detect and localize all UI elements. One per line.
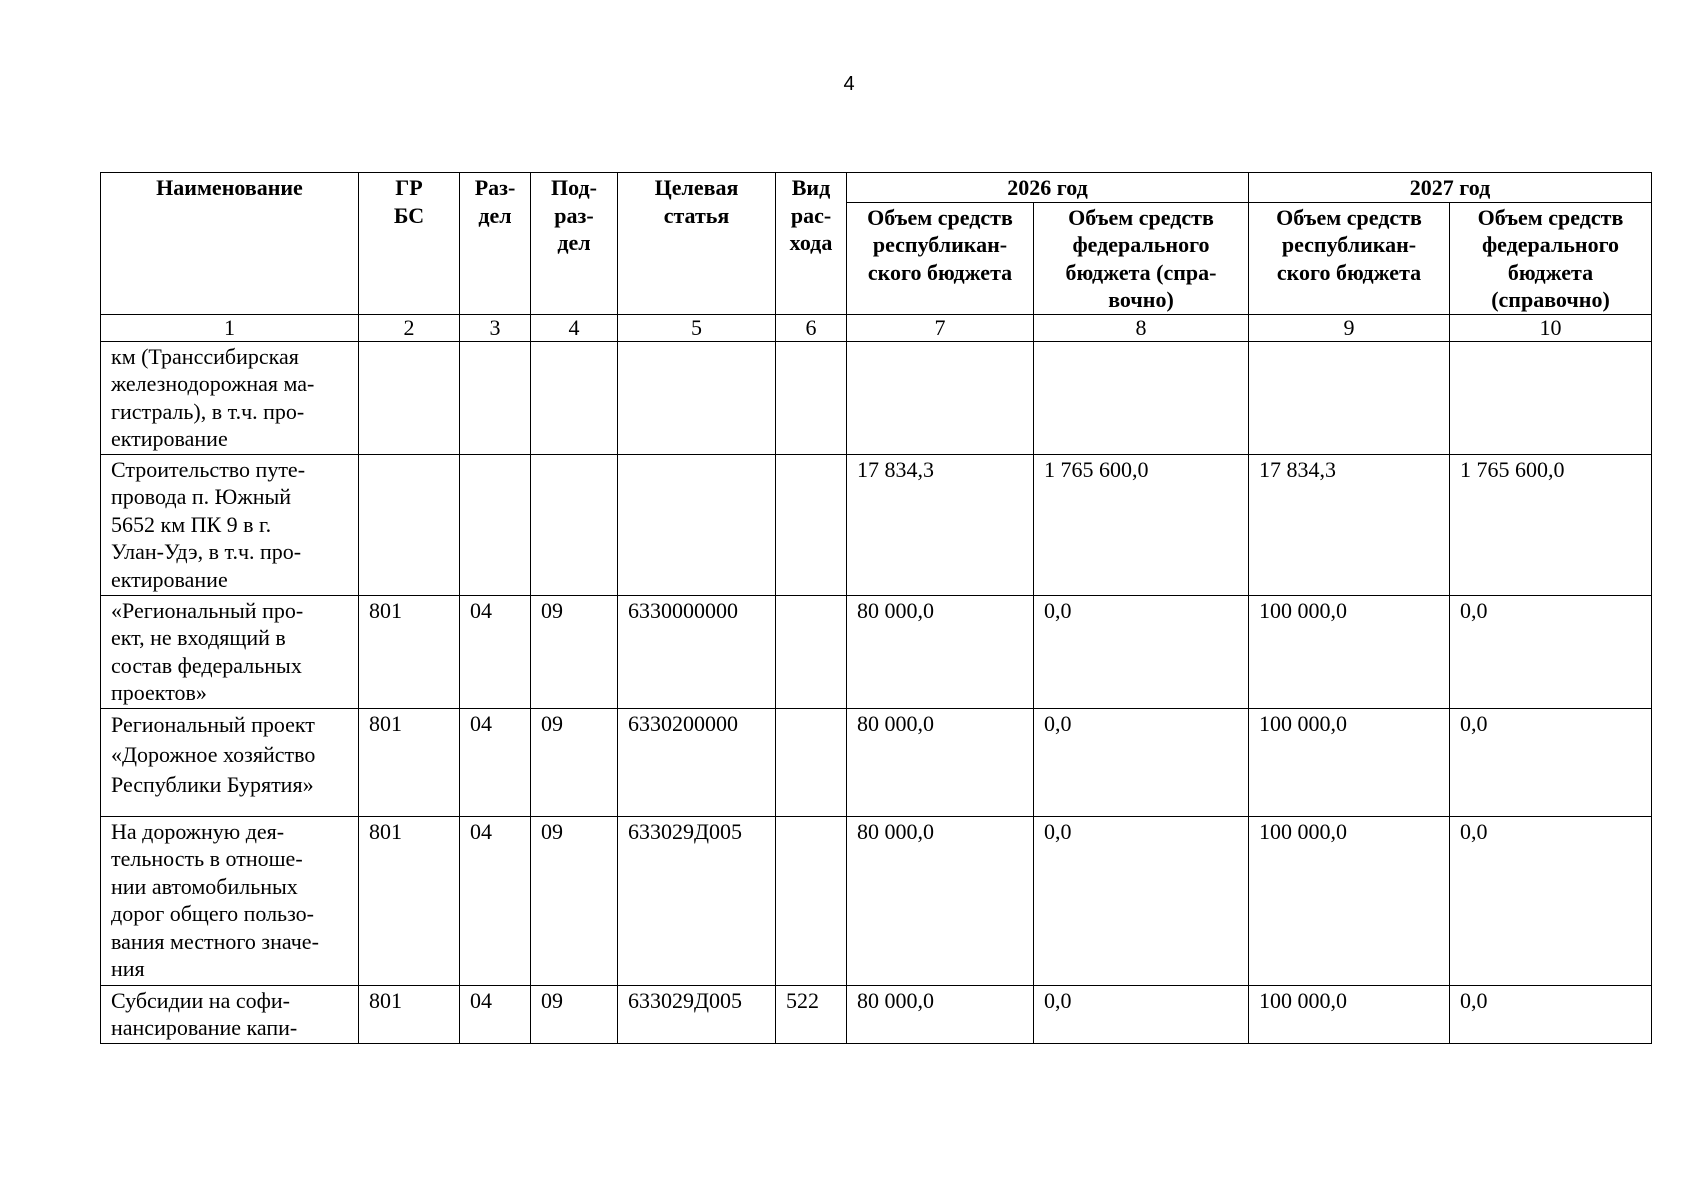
- header-grbs: ГР БС: [359, 173, 460, 315]
- row-rep-2026: 80 000,0: [847, 816, 1034, 985]
- table-row: [101, 454, 1652, 595]
- row-razdel: [460, 341, 531, 454]
- header-rep-2027: Объем средств республикан- ского бюджета: [1249, 202, 1450, 314]
- row-grbs: 801: [359, 708, 460, 816]
- column-number: 5: [618, 314, 776, 341]
- column-number: 8: [1034, 314, 1249, 341]
- header-razdel: Раз- дел: [460, 173, 531, 315]
- row-fed-2027: 0,0: [1450, 985, 1652, 1043]
- row-rep-2027: 100 000,0: [1249, 985, 1450, 1043]
- row-name: км (Транссибирская железнодорожная ма- гистраль), в т.ч. про- ектирование: [101, 341, 359, 454]
- row-razdel: 04: [460, 985, 531, 1043]
- budget-table: [100, 172, 1652, 1044]
- table-row: [101, 595, 1652, 708]
- row-rep-2026: 80 000,0: [847, 985, 1034, 1043]
- row-razdel: 04: [460, 708, 531, 816]
- row-vid: [776, 454, 847, 595]
- row-vid: [776, 708, 847, 816]
- header-vid-rashoda: Вид рас- хода: [776, 173, 847, 315]
- row-podrazdel: [531, 341, 618, 454]
- row-name: На дорожную дея- тельность в отноше- нии автомобильных дорог общего пользо- вания местного значе- ния: [101, 816, 359, 985]
- table-row: [101, 816, 1652, 985]
- row-grbs: 801: [359, 985, 460, 1043]
- row-rep-2026: [847, 341, 1034, 454]
- row-fed-2027: 0,0: [1450, 708, 1652, 816]
- header-row-1: [101, 173, 1652, 203]
- row-rep-2027: 100 000,0: [1249, 816, 1450, 985]
- row-celevaya: 6330200000: [618, 708, 776, 816]
- table-row: [101, 985, 1652, 1043]
- row-name: Субсидии на софи- нансирование капи-: [101, 985, 359, 1043]
- column-number: 9: [1249, 314, 1450, 341]
- header-fed-2026: Объем средств федерального бюджета (спра- вочно): [1034, 202, 1249, 314]
- column-number: 7: [847, 314, 1034, 341]
- row-name: Строительство путе- провода п. Южный 5652 км ПК 9 в г. Улан-Удэ, в т.ч. про- ектирование: [101, 454, 359, 595]
- row-podrazdel: 09: [531, 985, 618, 1043]
- row-grbs: 801: [359, 595, 460, 708]
- row-fed-2026: 0,0: [1034, 708, 1249, 816]
- row-fed-2026: 0,0: [1034, 985, 1249, 1043]
- header-year-2026: 2026 год: [847, 173, 1249, 203]
- row-grbs: 801: [359, 816, 460, 985]
- header-celevaya-statya: Целевая статья: [618, 173, 776, 315]
- row-razdel: 04: [460, 595, 531, 708]
- row-vid: [776, 816, 847, 985]
- table-row: [101, 708, 1652, 816]
- row-rep-2026: 17 834,3: [847, 454, 1034, 595]
- row-fed-2026: 0,0: [1034, 816, 1249, 985]
- column-number: 3: [460, 314, 531, 341]
- row-celevaya: 633029Д005: [618, 816, 776, 985]
- row-podrazdel: [531, 454, 618, 595]
- row-rep-2026: 80 000,0: [847, 708, 1034, 816]
- row-celevaya: [618, 454, 776, 595]
- row-fed-2027: 1 765 600,0: [1450, 454, 1652, 595]
- row-vid: 522: [776, 985, 847, 1043]
- row-podrazdel: 09: [531, 816, 618, 985]
- column-number: 4: [531, 314, 618, 341]
- column-number: 6: [776, 314, 847, 341]
- row-fed-2026: 0,0: [1034, 595, 1249, 708]
- row-podrazdel: 09: [531, 595, 618, 708]
- row-grbs: [359, 341, 460, 454]
- row-fed-2027: 0,0: [1450, 595, 1652, 708]
- row-celevaya: 6330000000: [618, 595, 776, 708]
- row-name: Региональный проект «Дорожное хозяйство Республики Бурятия»: [101, 708, 359, 816]
- row-grbs: [359, 454, 460, 595]
- header-year-2027: 2027 год: [1249, 173, 1652, 203]
- header-fed-2027: Объем средств федерального бюджета (справочно): [1450, 202, 1652, 314]
- header-rep-2026: Объем средств республикан- ского бюджета: [847, 202, 1034, 314]
- column-number-row: [101, 314, 1652, 341]
- row-rep-2027: 100 000,0: [1249, 708, 1450, 816]
- row-celevaya: 633029Д005: [618, 985, 776, 1043]
- row-razdel: 04: [460, 816, 531, 985]
- row-fed-2027: [1450, 341, 1652, 454]
- row-name: «Региональный про- ект, не входящий в состав федеральных проектов»: [101, 595, 359, 708]
- row-rep-2026: 80 000,0: [847, 595, 1034, 708]
- row-vid: [776, 595, 847, 708]
- row-fed-2026: 1 765 600,0: [1034, 454, 1249, 595]
- column-number: 10: [1450, 314, 1652, 341]
- column-number: 2: [359, 314, 460, 341]
- row-podrazdel: 09: [531, 708, 618, 816]
- row-rep-2027: 100 000,0: [1249, 595, 1450, 708]
- row-celevaya: [618, 341, 776, 454]
- row-rep-2027: 17 834,3: [1249, 454, 1450, 595]
- row-fed-2026: [1034, 341, 1249, 454]
- header-podrazdel: Под- раз- дел: [531, 173, 618, 315]
- page-number: 4: [843, 73, 855, 95]
- header-name: Наименование: [101, 173, 359, 315]
- column-number: 1: [101, 314, 359, 341]
- row-vid: [776, 341, 847, 454]
- row-razdel: [460, 454, 531, 595]
- table-row: [101, 341, 1652, 454]
- row-rep-2027: [1249, 341, 1450, 454]
- row-fed-2027: 0,0: [1450, 816, 1652, 985]
